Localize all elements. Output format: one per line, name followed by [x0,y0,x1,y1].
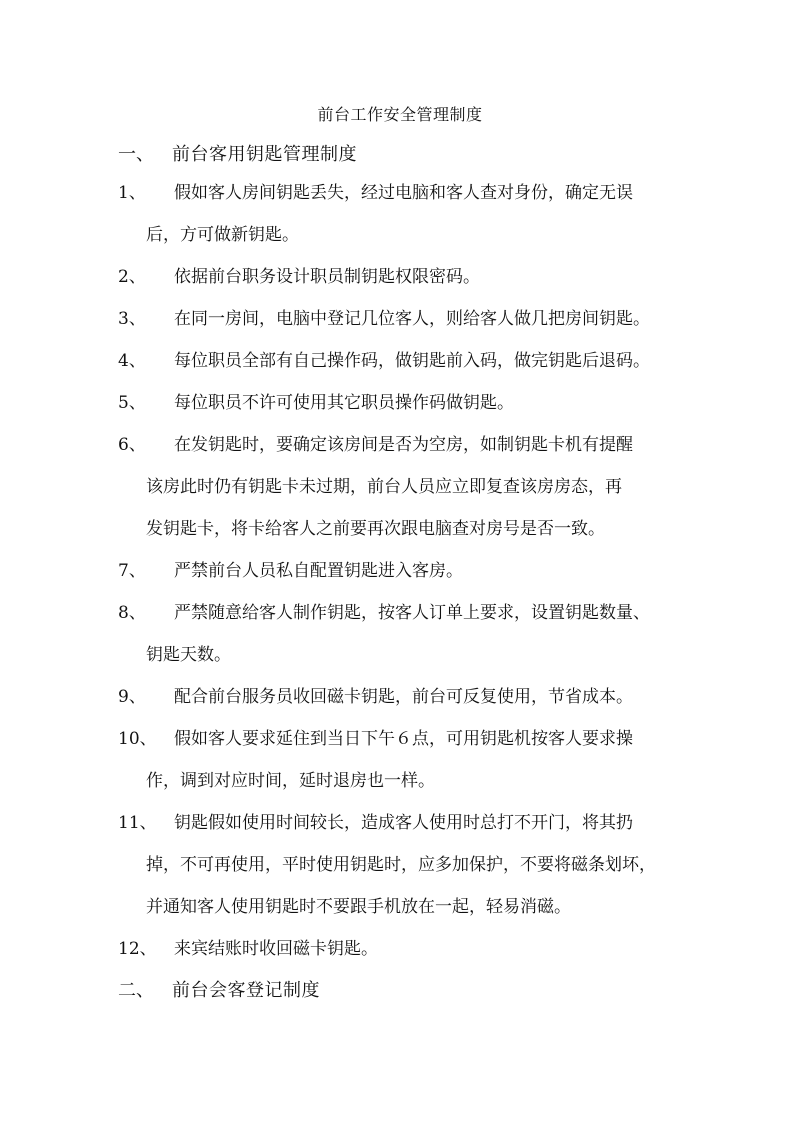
list-item-7 [118,550,690,592]
item-text-line: 在发钥匙时，要确定该房间是否为空房，如制钥匙卡机有提醒 [174,435,633,455]
item-number: 6、 [118,435,146,455]
item-number: 5、 [118,393,146,413]
item-text-line: 后，方可做新钥匙。 [146,225,299,245]
section-number: 一、 [118,144,154,165]
item-text-line: 钥匙天数。 [146,645,231,665]
section-title: 前台客用钥匙管理制度 [172,144,357,165]
item-number: 11、 [118,813,157,833]
list-item-1 [118,172,690,256]
section-number: 二、 [118,980,154,1001]
item-text-line: 并通知客人使用钥匙时不要跟手机放在一起，轻易消磁。 [146,897,571,917]
list-item-10 [118,718,690,802]
item-text-line: 严禁前台人员私自配置钥匙进入客房。 [174,561,463,581]
item-text-line: 该房此时仍有钥匙卡未过期，前台人员应立即复查该房房态，再 [146,477,622,497]
item-number: 7、 [118,561,146,581]
list-item-9 [118,676,690,718]
list-item-6 [118,424,690,550]
list-item-4 [118,340,690,382]
list-item-5 [118,382,690,424]
list-item-11 [118,802,690,928]
list-item-2 [118,256,690,298]
item-number: 1、 [118,183,146,203]
item-number: 4、 [118,351,146,371]
item-text-line: 假如客人要求延住到当日下午６点，可用钥匙机按客人要求操 [174,729,633,749]
item-text-line: 在同一房间，电脑中登记几位客人，则给客人做几把房间钥匙。 [174,309,650,329]
item-number: 9、 [118,687,146,707]
item-text-line: 依据前台职务设计职员制钥匙权限密码。 [174,267,480,287]
list-item-3 [118,298,690,340]
item-text-line: 每位职员不许可使用其它职员操作码做钥匙。 [174,393,514,413]
item-number: 12、 [118,939,157,959]
section-title: 前台会客登记制度 [172,980,320,1001]
document-title: 前台工作安全管理制度 [317,105,483,124]
item-text-line: 假如客人房间钥匙丢失，经过电脑和客人查对身份，确定无误 [174,183,633,203]
item-number: 3、 [118,309,146,329]
item-text-line: 掉，不可再使用，平时使用钥匙时，应多加保护，不要将磁条划坏， [146,855,656,875]
item-text-line: 每位职员全部有自己操作码，做钥匙前入码，做完钥匙后退码。 [174,351,650,371]
item-number: 2、 [118,267,146,287]
item-text-line: 钥匙假如使用时间较长，造成客人使用时总打不开门，将其扔 [174,813,633,833]
section-heading-1 [118,142,357,168]
item-number: 8、 [118,603,146,623]
item-number: 10、 [118,729,157,749]
list-item-8 [118,592,690,676]
list-item-12 [118,928,690,970]
item-text-line: 作，调到对应时间，延时退房也一样。 [146,771,435,791]
item-text-line: 发钥匙卡，将卡给客人之前要再次跟电脑查对房号是否一致。 [146,519,605,539]
item-text-line: 来宾结账时收回磁卡钥匙。 [174,939,378,959]
section-heading-2 [118,978,320,1004]
item-text-line: 严禁随意给客人制作钥匙，按客人订单上要求，设置钥匙数量、 [174,603,650,623]
item-text-line: 配合前台服务员收回磁卡钥匙，前台可反复使用，节省成本。 [174,687,633,707]
